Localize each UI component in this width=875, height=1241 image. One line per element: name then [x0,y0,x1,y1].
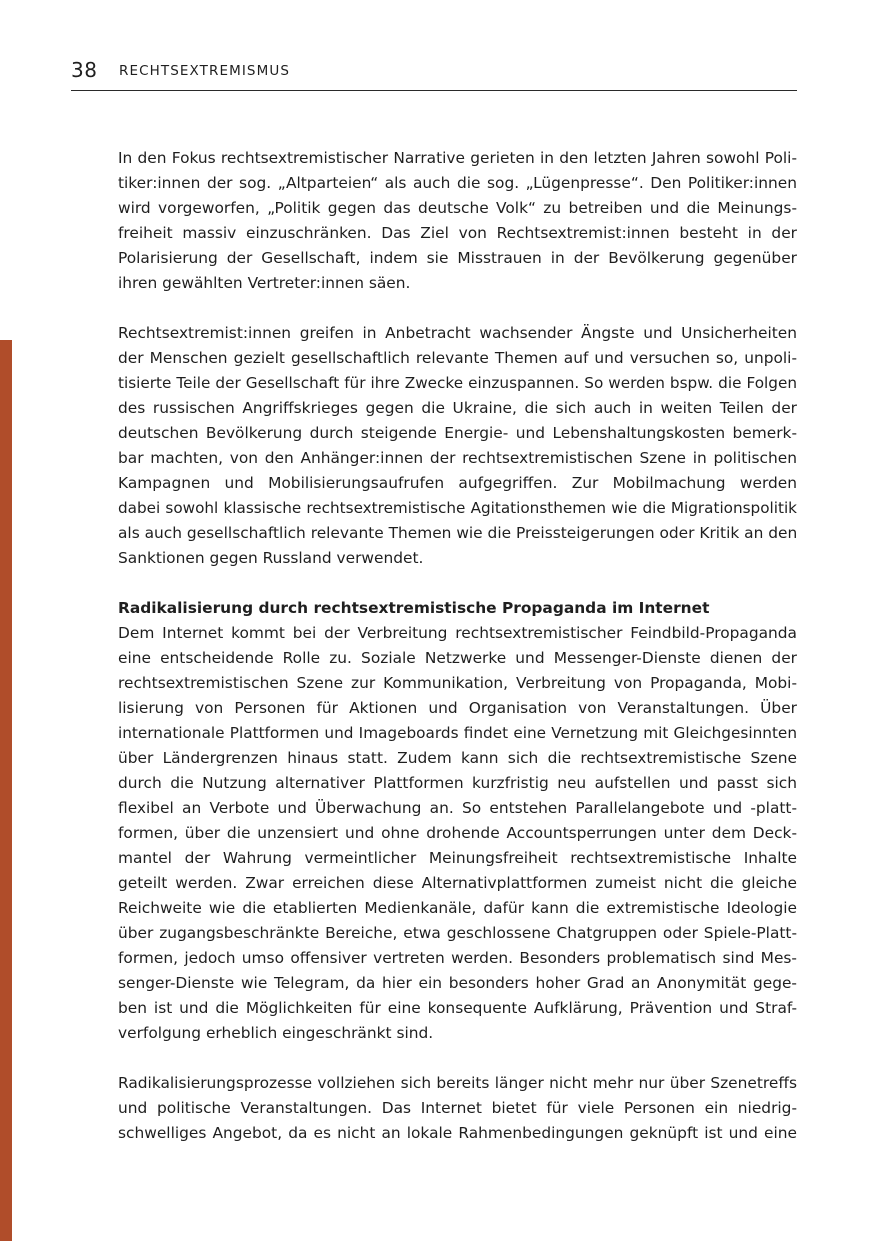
text-line: Dem Internet kommt bei der Verbreitung rechtsextremistischer Feindbild-Propaganda [118,624,797,642]
text-line: formen, jedoch umso offensiver vertreten werden. Besonders problematisch sind Mes- [118,949,797,967]
text-line: In den Fokus rechtsextremistischer Narrative gerieten in den letzten Jahren sowohl Poli- [118,149,797,167]
body-text [118,146,797,1171]
text-line: ben ist und die Möglichkeiten für eine konsequente Aufklärung, Prävention und Straf- [118,999,797,1017]
page-number: 38 [71,58,98,82]
text-line: schwelliges Angebot, da es nicht an lokale Rahmenbedingungen geknüpft ist und eine [118,1124,797,1142]
text-line: senger-Dienste wie Telegram, da hier ein besonders hoher Grad an Anonymität gege- [118,974,797,992]
text-line: flexibel an Verbote und Überwachung an. So entstehen Parallelangebote und -platt- [118,799,797,817]
text-line: durch die Nutzung alternativer Plattformen kurzfristig neu aufstellen und passt sich [118,774,797,792]
text-line: geteilt werden. Zwar erreichen diese Alternativplattformen zumeist nicht die gleiche [118,874,797,892]
side-accent-bar [0,340,12,1241]
text-line: Polarisierung der Gesellschaft, indem sie Misstrauen in der Bevölkerung gegenüber [118,249,797,267]
text-line: über zugangsbeschränkte Bereiche, etwa geschlossene Chatgruppen oder Spiele-Platt- [118,924,797,942]
paragraph-1 [118,146,797,296]
paragraph-closing [118,1071,797,1146]
text-line: über Ländergrenzen hinaus statt. Zudem kann sich die rechtsextremistische Szene [118,749,797,767]
text-line: eine entscheidende Rolle zu. Soziale Netzwerke und Messenger-Dienste dienen der [118,649,797,667]
text-line: als auch gesellschaftlich relevante Themen wie die Preissteigerungen oder Kritik an den [118,524,798,542]
text-line: lisierung von Personen für Aktionen und Organisation von Veranstaltungen. Über [118,699,797,717]
paragraph-2 [118,321,797,571]
text-line: Reichweite wie die etablierten Medienkanäle, dafür kann die extremistische Ideologie [118,899,797,917]
text-line: Rechtsextremist:innen greifen in Anbetracht wachsender Ängste und Unsicherheiten [118,324,797,342]
text-line: freiheit massiv einzuschränken. Das Ziel von Rechtsextremist:innen besteht in der [118,224,797,242]
text-line: wird vorgeworfen, „Politik gegen das deutsche Volk“ zu betreiben und die Meinungs- [118,199,797,217]
text-line: verfolgung erheblich eingeschränkt sind. [118,1024,434,1042]
text-line: tisierte Teile der Gesellschaft für ihre Zwecke einzuspannen. So werden bspw. die Folgen [118,374,797,392]
text-line: Sanktionen gegen Russland verwendet. [118,549,424,567]
page-header [71,56,797,91]
text-line: deutschen Bevölkerung durch steigende Energie- und Lebenshaltungskosten bemerk- [118,424,797,442]
text-line: mantel der Wahrung vermeintlicher Meinungsfreiheit rechtsextremistische Inhalte [118,849,797,867]
text-line: bar machten, von den Anhänger:innen der rechtsextremistischen Szene in politischen [118,449,797,467]
text-line: Radikalisierungsprozesse vollziehen sich bereits länger nicht mehr nur über Szenetreffs [118,1074,797,1092]
text-line: und politische Veranstaltungen. Das Internet bietet für viele Personen ein niedrig- [118,1099,797,1117]
running-title: RECHTSEXTREMISMUS [119,63,290,79]
section-internet-propaganda [118,596,797,1046]
text-line: ihren gewählten Vertreter:innen säen. [118,274,411,292]
text-line: rechtsextremistischen Szene zur Kommunikation, Verbreitung von Propaganda, Mobi- [118,674,797,692]
text-line: tiker:innen der sog. „Altparteien“ als auch die sog. „Lügenpresse“. Den Politiker:innen [118,174,797,192]
text-line: Kampagnen und Mobilisierungsaufrufen aufgegriffen. Zur Mobilmachung werden [118,474,797,492]
text-line: der Menschen gezielt gesellschaftlich relevante Themen auf und versuchen so, unpoli- [118,349,797,367]
section-paragraph [118,621,797,1046]
section-heading: Radikalisierung durch rechtsextremistische Propaganda im Internet [118,599,710,617]
text-line: des russischen Angriffskrieges gegen die Ukraine, die sich auch in weiten Teilen der [118,399,797,417]
text-line: internationale Plattformen und Imageboards findet eine Vernetzung mit Gleichgesinnten [118,724,797,742]
text-line: dabei sowohl klassische rechtsextremistische Agitationsthemen wie die Migrationspolitik [118,499,797,517]
text-line: formen, über die unzensiert und ohne drohende Accountsperrungen unter dem Deck- [118,824,797,842]
